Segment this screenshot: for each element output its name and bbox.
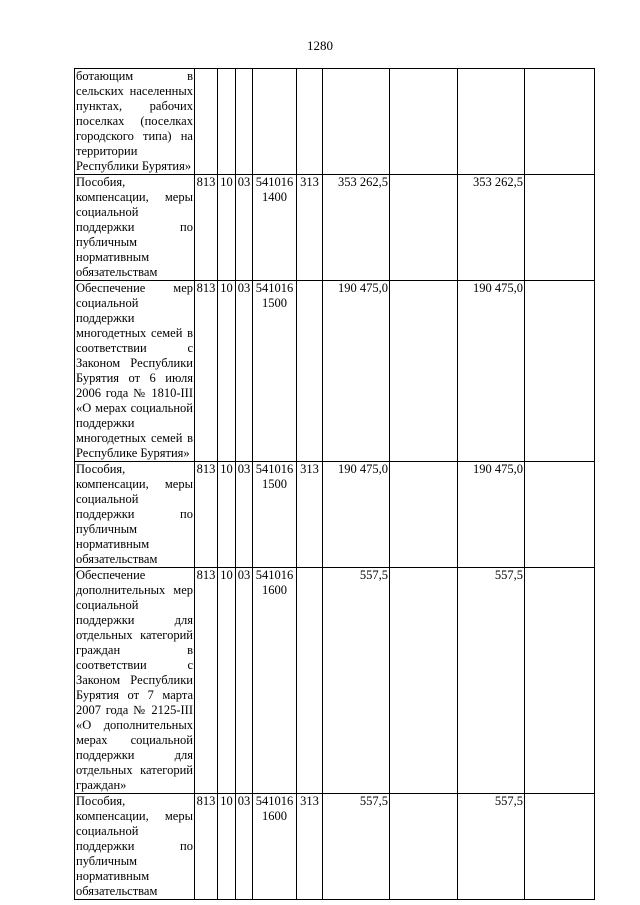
amount-col4-cell	[525, 69, 595, 175]
description-cell: Обеспечение мер социальной поддержки многодетных семей в соответствии с Законом Республики Бурятия от 6 июля 2006 года № 1810-III «О мерах социальной поддержки многодетных семей в Республике Бурятия»	[76, 281, 193, 460]
target-article-cell: 541016 1500	[253, 462, 297, 568]
budget-table	[74, 68, 595, 900]
table-row	[75, 281, 595, 462]
amount-total-cell: 557,5	[323, 794, 390, 900]
amount-col2-cell	[390, 175, 458, 281]
description-cell: ботающим в сельских населенных пунктах, рабочих поселках (поселках городского типа) на территории Республики Бурятия»	[76, 69, 193, 173]
amount-col3-cell	[458, 69, 525, 175]
amount-col2-cell	[390, 794, 458, 900]
amount-col3-cell: 190 475,0	[458, 281, 525, 462]
expense-type-cell: 313	[297, 794, 323, 900]
expense-type-cell	[297, 69, 323, 175]
description-cell: Пособия, компенсации, меры социальной поддержки по публичным нормативным обязательствам	[76, 175, 193, 279]
table-row	[75, 568, 595, 794]
amount-col3-cell: 557,5	[458, 568, 525, 794]
amount-col2-cell	[390, 462, 458, 568]
ministry-code-cell: 813	[195, 175, 218, 281]
amount-col4-cell	[525, 794, 595, 900]
subsection-code-cell: 03	[236, 462, 253, 568]
subsection-code-cell: 03	[236, 281, 253, 462]
amount-col2-cell	[390, 568, 458, 794]
amount-total-cell: 353 262,5	[323, 175, 390, 281]
description-cell: Пособия, компенсации, меры социальной поддержки по публичным нормативным обязательствам	[76, 462, 193, 566]
target-article-cell: 541016 1600	[253, 568, 297, 794]
ministry-code-cell: 813	[195, 794, 218, 900]
amount-total-cell: 190 475,0	[323, 281, 390, 462]
section-code-cell	[218, 69, 236, 175]
target-article-cell: 541016 1600	[253, 794, 297, 900]
amount-total-cell: 190 475,0	[323, 462, 390, 568]
subsection-code-cell: 03	[236, 175, 253, 281]
section-code-cell: 10	[218, 568, 236, 794]
page-number: 1280	[307, 38, 333, 53]
subsection-code-cell: 03	[236, 794, 253, 900]
subsection-code-cell	[236, 69, 253, 175]
amount-total-cell: 557,5	[323, 568, 390, 794]
expense-type-cell	[297, 568, 323, 794]
ministry-code-cell: 813	[195, 281, 218, 462]
amount-col4-cell	[525, 281, 595, 462]
amount-col2-cell	[390, 69, 458, 175]
table-row	[75, 794, 595, 900]
subsection-code-cell: 03	[236, 568, 253, 794]
section-code-cell: 10	[218, 175, 236, 281]
section-code-cell: 10	[218, 462, 236, 568]
table-row	[75, 175, 595, 281]
ministry-code-cell: 813	[195, 568, 218, 794]
target-article-cell: 541016 1400	[253, 175, 297, 281]
target-article-cell	[253, 69, 297, 175]
description-cell: Обеспечение дополнительных мер социальной поддержки для отдельных категорий граждан в соответствии с Законом Республики Бурятия от 7 марта 2007 года № 2125-III «О дополнительных мерах социальной поддержки для отдельных категорий граждан»	[76, 568, 193, 792]
expense-type-cell	[297, 281, 323, 462]
amount-col3-cell: 557,5	[458, 794, 525, 900]
amount-col2-cell	[390, 281, 458, 462]
ministry-code-cell: 813	[195, 462, 218, 568]
section-code-cell: 10	[218, 794, 236, 900]
section-code-cell: 10	[218, 281, 236, 462]
amount-total-cell	[323, 69, 390, 175]
expense-type-cell: 313	[297, 175, 323, 281]
description-cell: Пособия, компенсации, меры социальной поддержки по публичным нормативным обязательствам	[76, 794, 193, 898]
amount-col4-cell	[525, 568, 595, 794]
table-row	[75, 69, 595, 175]
target-article-cell: 541016 1500	[253, 281, 297, 462]
amount-col3-cell: 190 475,0	[458, 462, 525, 568]
expense-type-cell: 313	[297, 462, 323, 568]
ministry-code-cell	[195, 69, 218, 175]
amount-col3-cell: 353 262,5	[458, 175, 525, 281]
amount-col4-cell	[525, 462, 595, 568]
amount-col4-cell	[525, 175, 595, 281]
table-row	[75, 462, 595, 568]
